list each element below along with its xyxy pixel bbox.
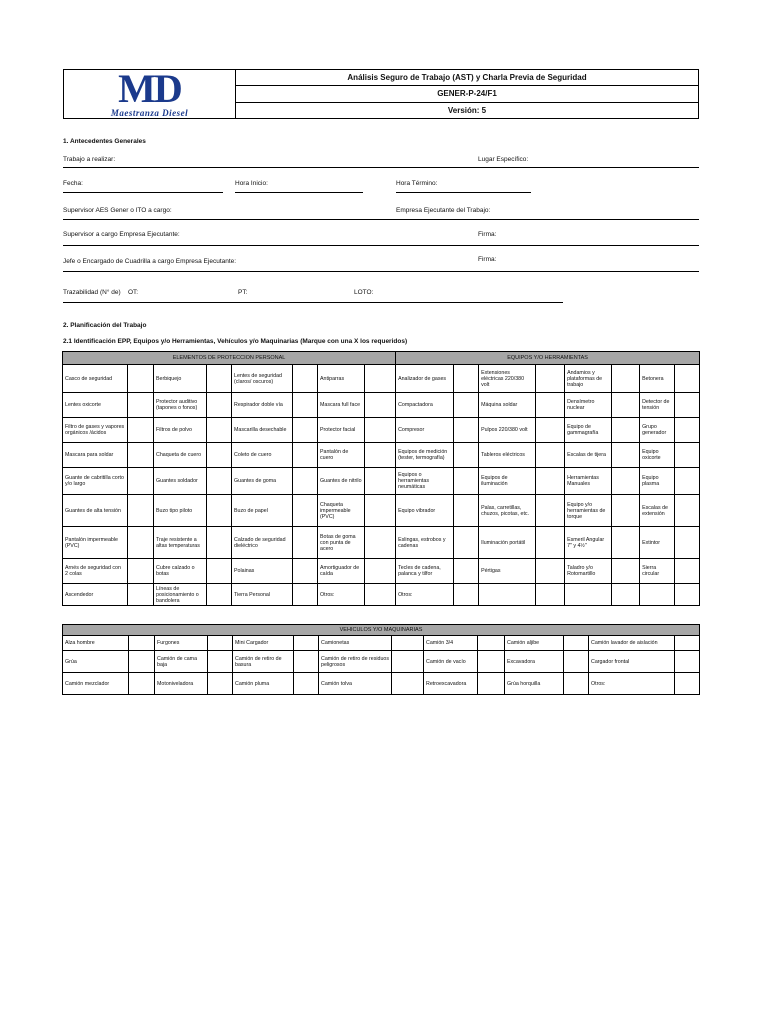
mark-cell[interactable] bbox=[128, 584, 154, 606]
mark-cell[interactable] bbox=[612, 365, 640, 393]
mark-cell[interactable] bbox=[294, 673, 319, 695]
item-label: Pulpos 220/380 volt bbox=[479, 418, 536, 443]
item-label: Esmeril Angular 7" y 4½" bbox=[565, 527, 612, 559]
item-label: Compresor bbox=[396, 418, 454, 443]
company-logo bbox=[110, 65, 189, 118]
item-label: Andamios y plataformas de trabajo bbox=[565, 365, 612, 393]
vehicle-label: Furgones bbox=[155, 636, 208, 651]
table-row bbox=[63, 559, 700, 584]
mark-cell[interactable] bbox=[454, 365, 479, 393]
mark-cell[interactable] bbox=[612, 393, 640, 418]
vehicle-row bbox=[63, 651, 700, 673]
mark-cell[interactable] bbox=[207, 559, 232, 584]
vehicle-label: Mini Cargador bbox=[233, 636, 294, 651]
mark-cell[interactable] bbox=[294, 651, 319, 673]
item-label: Extintor bbox=[640, 527, 675, 559]
mark-cell[interactable] bbox=[128, 495, 154, 527]
item-label: Ascendedor bbox=[63, 584, 128, 606]
mark-cell[interactable] bbox=[293, 559, 318, 584]
mark-cell[interactable] bbox=[536, 495, 565, 527]
mark-cell[interactable] bbox=[365, 418, 396, 443]
vehicle-label: Camión de retiro de residuos peligrosos bbox=[319, 651, 392, 673]
item-label: Mascara full face bbox=[318, 393, 365, 418]
item-label: Buzo de papel bbox=[232, 495, 293, 527]
hora-inicio-label: Hora Inicio: bbox=[235, 180, 268, 187]
mark-cell[interactable] bbox=[564, 673, 589, 695]
vehicle-label: Camión de retiro de basura bbox=[233, 651, 294, 673]
supervisor-empresa-line[interactable] bbox=[63, 245, 699, 246]
vehicle-label: Camión de cama baja bbox=[155, 651, 208, 673]
hora-termino-label: Hora Término: bbox=[396, 180, 438, 187]
item-label bbox=[640, 584, 675, 606]
mark-cell[interactable] bbox=[365, 495, 396, 527]
item-label: Extensiones eléctricas 220/380 volt bbox=[479, 365, 536, 393]
item-label: Equipo y/o herramientas de torque bbox=[565, 495, 612, 527]
mark-cell[interactable] bbox=[293, 468, 318, 495]
vehicles-table bbox=[62, 624, 700, 695]
table-row bbox=[63, 443, 700, 468]
mark-cell[interactable] bbox=[675, 559, 700, 584]
item-label: Filtro de gases y vapores orgánicos /ácidos bbox=[63, 418, 128, 443]
item-label: Betonera bbox=[640, 365, 675, 393]
item-label: Lentes oxicorte bbox=[63, 393, 128, 418]
trabajo-line[interactable] bbox=[63, 167, 699, 168]
mark-cell[interactable] bbox=[536, 559, 565, 584]
vehicle-label: Grúa bbox=[63, 651, 129, 673]
item-label: Mascarilla desechable bbox=[232, 418, 293, 443]
mark-cell[interactable] bbox=[293, 584, 318, 606]
table-row bbox=[63, 495, 700, 527]
vehicle-label: Motoniveladora bbox=[155, 673, 208, 695]
mark-cell[interactable] bbox=[675, 365, 700, 393]
mark-cell[interactable] bbox=[675, 651, 700, 673]
mark-cell[interactable] bbox=[128, 393, 154, 418]
item-label: Guantes soldador bbox=[154, 468, 207, 495]
mark-cell[interactable] bbox=[454, 393, 479, 418]
item-label: Cubre calzado o botas bbox=[154, 559, 207, 584]
item-label: Escalas de extensión bbox=[640, 495, 675, 527]
item-label: Sierra circular bbox=[640, 559, 675, 584]
mark-cell[interactable] bbox=[536, 584, 565, 606]
mark-cell[interactable] bbox=[207, 495, 232, 527]
hora-termino-line[interactable] bbox=[396, 192, 531, 193]
item-label: Herramientas Manuales bbox=[565, 468, 612, 495]
vehicle-label: Camión mezclador bbox=[63, 673, 129, 695]
mark-cell[interactable] bbox=[207, 468, 232, 495]
equipment-table bbox=[62, 351, 700, 606]
trazabilidad-label: Trazabilidad (N° de) bbox=[63, 289, 121, 296]
mark-cell[interactable] bbox=[675, 495, 700, 527]
item-label: Otros: bbox=[318, 584, 365, 606]
item-label bbox=[479, 584, 536, 606]
item-label: Amortiguador de caída bbox=[318, 559, 365, 584]
item-label: Equipos de iluminación bbox=[479, 468, 536, 495]
mark-cell[interactable] bbox=[564, 651, 589, 673]
item-label: Escalas de tijera bbox=[565, 443, 612, 468]
mark-cell[interactable] bbox=[454, 527, 479, 559]
item-label bbox=[565, 584, 612, 606]
item-label: Grupo generador bbox=[640, 418, 675, 443]
item-label: Guantes de nitrilo bbox=[318, 468, 365, 495]
item-label: Berbiquejo bbox=[154, 365, 207, 393]
item-label: Analizador de gases bbox=[396, 365, 454, 393]
item-label: Pantalón impermeable (PVC) bbox=[63, 527, 128, 559]
mark-cell[interactable] bbox=[675, 443, 700, 468]
item-label: Botas de goma con punta de acero bbox=[318, 527, 365, 559]
table-row bbox=[63, 418, 700, 443]
vehicle-label: Otros: bbox=[589, 673, 675, 695]
mark-cell[interactable] bbox=[454, 584, 479, 606]
vehicle-label: Camión de vacío bbox=[424, 651, 478, 673]
mark-cell[interactable] bbox=[128, 365, 154, 393]
mark-cell[interactable] bbox=[294, 636, 319, 651]
mark-cell[interactable] bbox=[293, 527, 318, 559]
document-title: Análisis Seguro de Trabajo (AST) y Charla Previa de Seguridad bbox=[236, 70, 698, 86]
mark-cell[interactable] bbox=[128, 443, 154, 468]
mark-cell[interactable] bbox=[612, 584, 640, 606]
item-label: Calzado de seguridad dieléctrico bbox=[232, 527, 293, 559]
mark-cell[interactable] bbox=[365, 584, 396, 606]
mark-cell[interactable] bbox=[293, 365, 318, 393]
document-version: Versión: 5 bbox=[447, 105, 487, 115]
item-label: Palas, carretillas, chuzos, picotas, etc. bbox=[479, 495, 536, 527]
vehicle-label: Camión 3/4 bbox=[424, 636, 478, 651]
item-label: Traje resistente a altas temperaturas bbox=[154, 527, 207, 559]
item-label: Pértigas bbox=[479, 559, 536, 584]
vehicle-label: Cargador frontal bbox=[589, 651, 675, 673]
item-label: Chaqueta de cuero bbox=[154, 443, 207, 468]
mark-cell[interactable] bbox=[536, 393, 565, 418]
vehicle-label: Alza hombre bbox=[63, 636, 129, 651]
item-label: Protector auditivo (tapones o fonos) bbox=[154, 393, 207, 418]
mark-cell[interactable] bbox=[128, 559, 154, 584]
table-row bbox=[63, 527, 700, 559]
mark-cell[interactable] bbox=[365, 365, 396, 393]
loto-label: LOTO: bbox=[354, 289, 374, 296]
mark-cell[interactable] bbox=[536, 365, 565, 393]
item-label: Taladro y/o Rotomartillo bbox=[565, 559, 612, 584]
mark-cell[interactable] bbox=[207, 418, 232, 443]
mark-cell[interactable] bbox=[536, 468, 565, 495]
item-label: Pantalón de cuero bbox=[318, 443, 365, 468]
document-header bbox=[63, 65, 699, 119]
item-label: Equipos o herramientas neumáticas bbox=[396, 468, 454, 495]
vehicle-row bbox=[63, 636, 700, 651]
mark-cell[interactable] bbox=[365, 468, 396, 495]
mark-cell[interactable] bbox=[454, 559, 479, 584]
mark-cell[interactable] bbox=[392, 651, 424, 673]
lugar-label: Lugar Específico: bbox=[478, 156, 529, 163]
mark-cell[interactable] bbox=[207, 365, 232, 393]
logo-mark: MD bbox=[118, 65, 181, 111]
mark-cell[interactable] bbox=[208, 636, 233, 651]
item-label: Lentes de seguridad (claros/ oscuros) bbox=[232, 365, 293, 393]
fecha-label: Fecha: bbox=[63, 180, 83, 187]
item-label: Iluminación portátil bbox=[479, 527, 536, 559]
vehiculos-header: VEHICULOS Y/O MAQUINARIAS bbox=[63, 625, 700, 636]
hora-inicio-line[interactable] bbox=[235, 192, 363, 193]
mark-cell[interactable] bbox=[612, 443, 640, 468]
mark-cell[interactable] bbox=[564, 636, 589, 651]
mark-cell[interactable] bbox=[293, 418, 318, 443]
mark-cell[interactable] bbox=[675, 584, 700, 606]
mark-cell[interactable] bbox=[365, 393, 396, 418]
mark-cell[interactable] bbox=[365, 527, 396, 559]
jefe-label: Jefe o Encargado de Cuadrilla a cargo Empresa Ejecutante: bbox=[63, 258, 237, 265]
item-label: Equipo plasma bbox=[640, 468, 675, 495]
mark-cell[interactable] bbox=[208, 673, 233, 695]
trabajo-label: Trabajo a realizar: bbox=[63, 156, 116, 163]
mark-cell[interactable] bbox=[478, 636, 505, 651]
mark-cell[interactable] bbox=[392, 636, 424, 651]
vehicle-label: Camión tolva bbox=[319, 673, 392, 695]
mark-cell[interactable] bbox=[612, 495, 640, 527]
mark-cell[interactable] bbox=[128, 418, 154, 443]
supervisor-aes-label: Supervisor AES Gener o ITO a cargo: bbox=[63, 207, 172, 214]
item-label: Líneas de posicionamiento o bandolera bbox=[154, 584, 207, 606]
jefe-line[interactable] bbox=[63, 271, 699, 272]
table-row bbox=[63, 468, 700, 495]
item-label: Coleto de cuero bbox=[232, 443, 293, 468]
item-label: Respirador doble vía bbox=[232, 393, 293, 418]
mark-cell[interactable] bbox=[454, 468, 479, 495]
item-label: Equipo de gammagrafía bbox=[565, 418, 612, 443]
vehicle-label: Camión pluma bbox=[233, 673, 294, 695]
item-label: Equipo vibrador bbox=[396, 495, 454, 527]
item-label: Detector de tensión bbox=[640, 393, 675, 418]
table-row bbox=[63, 365, 700, 393]
item-label: Casco de seguridad bbox=[63, 365, 128, 393]
vehicle-label: Camionetas bbox=[319, 636, 392, 651]
item-label: Densímetro nuclear bbox=[565, 393, 612, 418]
mark-cell[interactable] bbox=[365, 443, 396, 468]
item-label: Buzo tipo piloto bbox=[154, 495, 207, 527]
equipos-header: EQUIPOS Y/O HERRAMIENTAS bbox=[396, 352, 700, 365]
logo-subtitle: Maestranza Diesel bbox=[110, 107, 189, 118]
mark-cell[interactable] bbox=[454, 495, 479, 527]
item-label: Protector facial bbox=[318, 418, 365, 443]
item-label: Compactadora bbox=[396, 393, 454, 418]
firma1-label: Firma: bbox=[478, 231, 497, 238]
title-column bbox=[236, 70, 698, 118]
mark-cell[interactable] bbox=[207, 393, 232, 418]
item-label: Mascara para soldar bbox=[63, 443, 128, 468]
item-label: Otros: bbox=[396, 584, 454, 606]
item-label: Máquina soldar bbox=[479, 393, 536, 418]
vehicle-row bbox=[63, 673, 700, 695]
mark-cell[interactable] bbox=[208, 651, 233, 673]
vehicle-label: Retroexcavadora bbox=[424, 673, 478, 695]
empresa-label: Empresa Ejecutante del Trabajo: bbox=[396, 207, 491, 214]
mark-cell[interactable] bbox=[207, 584, 232, 606]
mark-cell[interactable] bbox=[365, 559, 396, 584]
firma2-label: Firma: bbox=[478, 256, 497, 263]
item-label: Arnés de seguridad con 2 colas bbox=[63, 559, 128, 584]
logo-box bbox=[64, 65, 236, 118]
mark-cell[interactable] bbox=[454, 443, 479, 468]
mark-cell[interactable] bbox=[536, 418, 565, 443]
item-label: Eslingas, estrobos y cadenas bbox=[396, 527, 454, 559]
mark-cell[interactable] bbox=[675, 418, 700, 443]
table-header-row bbox=[63, 352, 700, 365]
table-row bbox=[63, 584, 700, 606]
vehicle-label: Grúa horquilla bbox=[505, 673, 564, 695]
mark-cell[interactable] bbox=[129, 673, 155, 695]
mark-cell[interactable] bbox=[536, 527, 565, 559]
mark-cell[interactable] bbox=[612, 559, 640, 584]
section1-title: 1. Antecedentes Generales bbox=[63, 138, 146, 145]
mark-cell[interactable] bbox=[207, 443, 232, 468]
mark-cell[interactable] bbox=[675, 393, 700, 418]
item-label: Guante de cabritilla corto y/o largo bbox=[63, 468, 128, 495]
mark-cell[interactable] bbox=[612, 468, 640, 495]
fecha-line[interactable] bbox=[63, 192, 223, 193]
pt-label: PT: bbox=[238, 289, 248, 296]
mark-cell[interactable] bbox=[129, 651, 155, 673]
vehicle-label: Excavadora bbox=[505, 651, 564, 673]
mark-cell[interactable] bbox=[478, 651, 505, 673]
mark-cell[interactable] bbox=[478, 673, 505, 695]
mark-cell[interactable] bbox=[675, 527, 700, 559]
item-label: Guantes de alta tensión bbox=[63, 495, 128, 527]
mark-cell[interactable] bbox=[129, 636, 155, 651]
item-label: Antiparras bbox=[318, 365, 365, 393]
mark-cell[interactable] bbox=[392, 673, 424, 695]
table-row bbox=[63, 393, 700, 418]
supervisor-aes-line[interactable] bbox=[63, 219, 699, 220]
vehicle-label: Camión lavador de aislación bbox=[589, 636, 675, 651]
mark-cell[interactable] bbox=[293, 393, 318, 418]
mark-cell[interactable] bbox=[612, 418, 640, 443]
section2-title: 2. Planificación del Trabajo bbox=[63, 322, 147, 329]
item-label: Polainas bbox=[232, 559, 293, 584]
item-label: Tableros eléctricos bbox=[479, 443, 536, 468]
document-code: GENER-P-24/F1 bbox=[236, 86, 698, 102]
vehicle-label: Camión aljibe bbox=[505, 636, 564, 651]
vehicles-header-row bbox=[63, 625, 700, 636]
mark-cell[interactable] bbox=[675, 673, 700, 695]
item-label: Tecles de cadena, palanca y tilfor bbox=[396, 559, 454, 584]
item-label: Filtros de polvo bbox=[154, 418, 207, 443]
mark-cell[interactable] bbox=[612, 527, 640, 559]
item-label: Tierra Personal bbox=[232, 584, 293, 606]
item-label: Chaqueta impermeable (PVC) bbox=[318, 495, 365, 527]
mark-cell[interactable] bbox=[293, 495, 318, 527]
epp-header: ELEMENTOS DE PROTECCION PERSONAL bbox=[63, 352, 396, 365]
mark-cell[interactable] bbox=[128, 468, 154, 495]
mark-cell[interactable] bbox=[536, 443, 565, 468]
mark-cell[interactable] bbox=[675, 468, 700, 495]
mark-cell[interactable] bbox=[207, 527, 232, 559]
section2-subtitle: 2.1 Identificación EPP, Equipos y/o Herramientas, Vehículos y/o Maquinarias (Marque con una X los requeridos) bbox=[63, 338, 408, 345]
item-label: Equipo oxicorte bbox=[640, 443, 675, 468]
item-label: Guantes de goma bbox=[232, 468, 293, 495]
trazabilidad-line[interactable] bbox=[63, 302, 563, 303]
mark-cell[interactable] bbox=[675, 636, 700, 651]
item-label: Equipos de medición (tester, termografía) bbox=[396, 443, 454, 468]
mark-cell[interactable] bbox=[128, 527, 154, 559]
ot-label: OT: bbox=[128, 289, 139, 296]
mark-cell[interactable] bbox=[293, 443, 318, 468]
supervisor-empresa-label: Supervisor a cargo Empresa Ejecutante: bbox=[63, 231, 180, 238]
mark-cell[interactable] bbox=[454, 418, 479, 443]
